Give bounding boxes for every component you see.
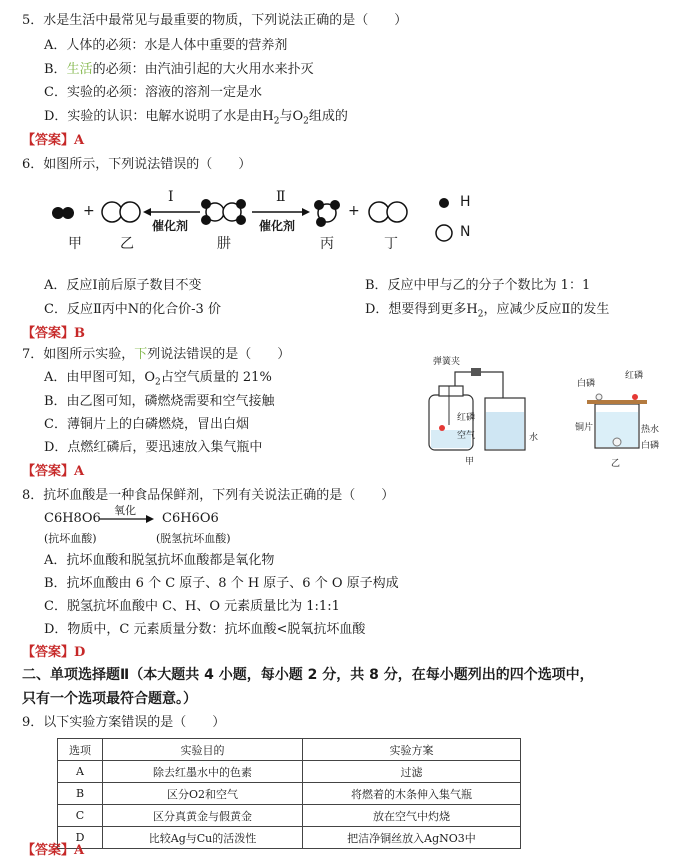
- q6-reaction-diagram: [40, 185, 500, 255]
- q5-option-a: A．人体的必须：水是人体中重要的营养剂: [44, 38, 288, 53]
- legend-h-icon: [439, 198, 449, 208]
- label-jia: 甲: [465, 457, 475, 467]
- h-atom: [201, 199, 211, 209]
- h-atom: [62, 207, 74, 219]
- q7-answer: 【答案】A: [22, 464, 85, 479]
- label-red-p2: 红磷: [625, 371, 644, 381]
- table-row: [58, 827, 521, 849]
- q5-option-b-highlight: 生活: [66, 62, 93, 77]
- table-header-cell: 实验方案: [303, 739, 521, 761]
- q8-option-d: D．物质中，C 元素质量分数：抗坏血酸<脱氧抗坏血酸: [44, 622, 366, 637]
- section2-heading-line1: 二、单项选择题Ⅱ（本大题共 4 小题，每小题 2 分，共 8 分，在每小题列出的四个选项中，: [22, 667, 594, 683]
- table-cell: 将燃着的木条伸入集气瓶: [303, 783, 521, 805]
- q8-reactant-name: (抗坏血酸): [44, 532, 97, 545]
- q8-stem: 8．抗坏血酸是一种食品保鲜剂，下列有关说法正确的是（ ）: [22, 488, 395, 503]
- q7-figure: [415, 350, 675, 470]
- q8-answer: 【答案】D: [22, 645, 86, 660]
- red-phosphorus-icon: [632, 394, 638, 400]
- q5-answer: 【答案】A: [22, 133, 85, 148]
- q7-option-d: D．点燃红磷后，要迅速放入集气瓶中: [44, 440, 263, 455]
- legend-h-label: H: [460, 194, 471, 210]
- q7-option-b: B．由乙图可知，磷燃烧需要和空气接触: [44, 394, 275, 409]
- table-cell: A: [58, 761, 103, 783]
- q8-arrow-label: 氧化: [114, 504, 136, 517]
- section2-heading-line2: 只有一个选项最符合题意。）: [22, 691, 197, 707]
- h-atom: [330, 200, 340, 210]
- label-white-p: 白磷: [577, 379, 596, 389]
- q6-stem: 6．如图所示，下列说法错误的（ ）: [22, 157, 252, 172]
- q8-reactant: C6H8O6: [44, 511, 101, 526]
- label-hot-water: 热水: [641, 425, 660, 435]
- arrow1-roman: Ⅰ: [168, 189, 174, 205]
- arrow2-label: 催化剂: [259, 219, 296, 233]
- n-atom: [102, 202, 122, 222]
- arrow2-roman: Ⅱ: [276, 189, 286, 205]
- copper-plate-icon: [587, 400, 647, 404]
- table-cell: C: [58, 805, 103, 827]
- legend-n-label: N: [460, 224, 471, 240]
- red-phosphorus-icon: [439, 425, 445, 431]
- h-atom: [201, 215, 211, 225]
- h-atom: [236, 199, 246, 209]
- table-cell: 区分O2和空气: [103, 783, 303, 805]
- q6-option-c: C．反应Ⅱ丙中N的化合价-3 价: [44, 302, 221, 317]
- q5-option-c: C．实验的必须：溶液的溶剂一定是水: [44, 85, 262, 100]
- n-atom: [387, 202, 407, 222]
- q6-option-d: D．想要得到更多$H_2$，应减少反应Ⅱ的发生: [365, 302, 610, 320]
- q7-option-c: C．薄铜片上的白磷燃烧，冒出白烟: [44, 417, 249, 432]
- label-copper: 铜片: [575, 423, 594, 433]
- h-atom: [236, 215, 246, 225]
- label-water: 水: [529, 433, 539, 443]
- label-ding: 丁: [384, 236, 398, 252]
- white-phosphorus-icon: [613, 438, 621, 446]
- label-bing: 丙: [320, 236, 334, 252]
- table-cell: 把洁净铜丝放入AgNO3中: [303, 827, 521, 849]
- q7-stem: 7．如图所示实验，下列说法错误的是（ ）: [22, 347, 291, 362]
- label-yi: 乙: [120, 236, 134, 252]
- arrow1-label: 催化剂: [152, 219, 189, 233]
- label-red-p: 红磷: [457, 413, 476, 423]
- q5-stem: 5．水是生活中最常见与最重要的物质，下列说法正确的是（ ）: [22, 13, 408, 28]
- label-air: 空气: [457, 431, 476, 441]
- table-row: [58, 805, 521, 827]
- q6-answer: 【答案】B: [22, 326, 85, 341]
- q8-option-c: C．脱氢抗坏血酸中 C、H、O 元素质量比为 1:1:1: [44, 599, 340, 614]
- table-cell: 比较Ag与Cu的活泼性: [103, 827, 303, 849]
- legend-n-icon: [436, 225, 452, 241]
- plus-sign: +: [348, 203, 360, 219]
- table-header-cell: 选项: [58, 739, 103, 761]
- table-cell: 区分真黄金与假黄金: [103, 805, 303, 827]
- arrow-right-icon: [302, 208, 310, 216]
- white-phosphorus-icon: [596, 394, 602, 400]
- arrow-left-icon: [143, 208, 151, 216]
- table-row: [58, 761, 521, 783]
- q9-table: [57, 738, 521, 849]
- table-cell: 放在空气中灼烧: [303, 805, 521, 827]
- q8-option-b: B．抗坏血酸由 6 个 C 原子、8 个 H 原子、6 个 O 原子构成: [44, 576, 399, 591]
- table-header-cell: 实验目的: [103, 739, 303, 761]
- q8-product: C6H6O6: [162, 511, 219, 526]
- q5-option-b: B．生活的必须：由汽油引起的大火用水来扑灭: [44, 62, 314, 77]
- q6-option-a: A．反应Ⅰ前后原子数目不变: [44, 278, 202, 293]
- label-jia: 甲: [68, 236, 82, 252]
- q9-stem: 9．以下实验方案错误的是（ ）: [22, 715, 226, 730]
- n-atom: [369, 202, 389, 222]
- label-white-p2: 白磷: [641, 441, 660, 451]
- table-cell: 除去红墨水中的色素: [103, 761, 303, 783]
- plus-sign: +: [83, 203, 95, 219]
- label-clip: 弹簧夹: [433, 357, 461, 367]
- table-header-row: [58, 739, 521, 761]
- n-atom: [120, 202, 140, 222]
- q8-option-a: A．抗坏血酸和脱氢抗坏血酸都是氧化物: [44, 553, 275, 568]
- label-yi: 乙: [611, 459, 621, 469]
- h-atom: [314, 200, 324, 210]
- clip-icon: [471, 368, 481, 376]
- q5-option-d: D．实验的认识：电解水说明了水是由$H_2$与$O_2$组成的: [44, 109, 348, 127]
- label-jing: 肼: [217, 236, 231, 252]
- q8-arrow: [100, 506, 156, 526]
- table-row: [58, 783, 521, 805]
- q6-option-b: B．反应中甲与乙的分子个数比为 1：1: [365, 278, 591, 293]
- q8-product-name: (脱氢抗坏血酸): [156, 532, 231, 545]
- h-atom: [316, 217, 326, 227]
- table-cell: 过滤: [303, 761, 521, 783]
- q7-option-a: A．由甲图可知，$O_2$占空气质量的 21%: [44, 370, 272, 388]
- table-cell: D: [58, 827, 103, 849]
- q9-answer: 【答案】A: [22, 843, 85, 858]
- table-cell: B: [58, 783, 103, 805]
- arrow-right-icon: [146, 515, 154, 523]
